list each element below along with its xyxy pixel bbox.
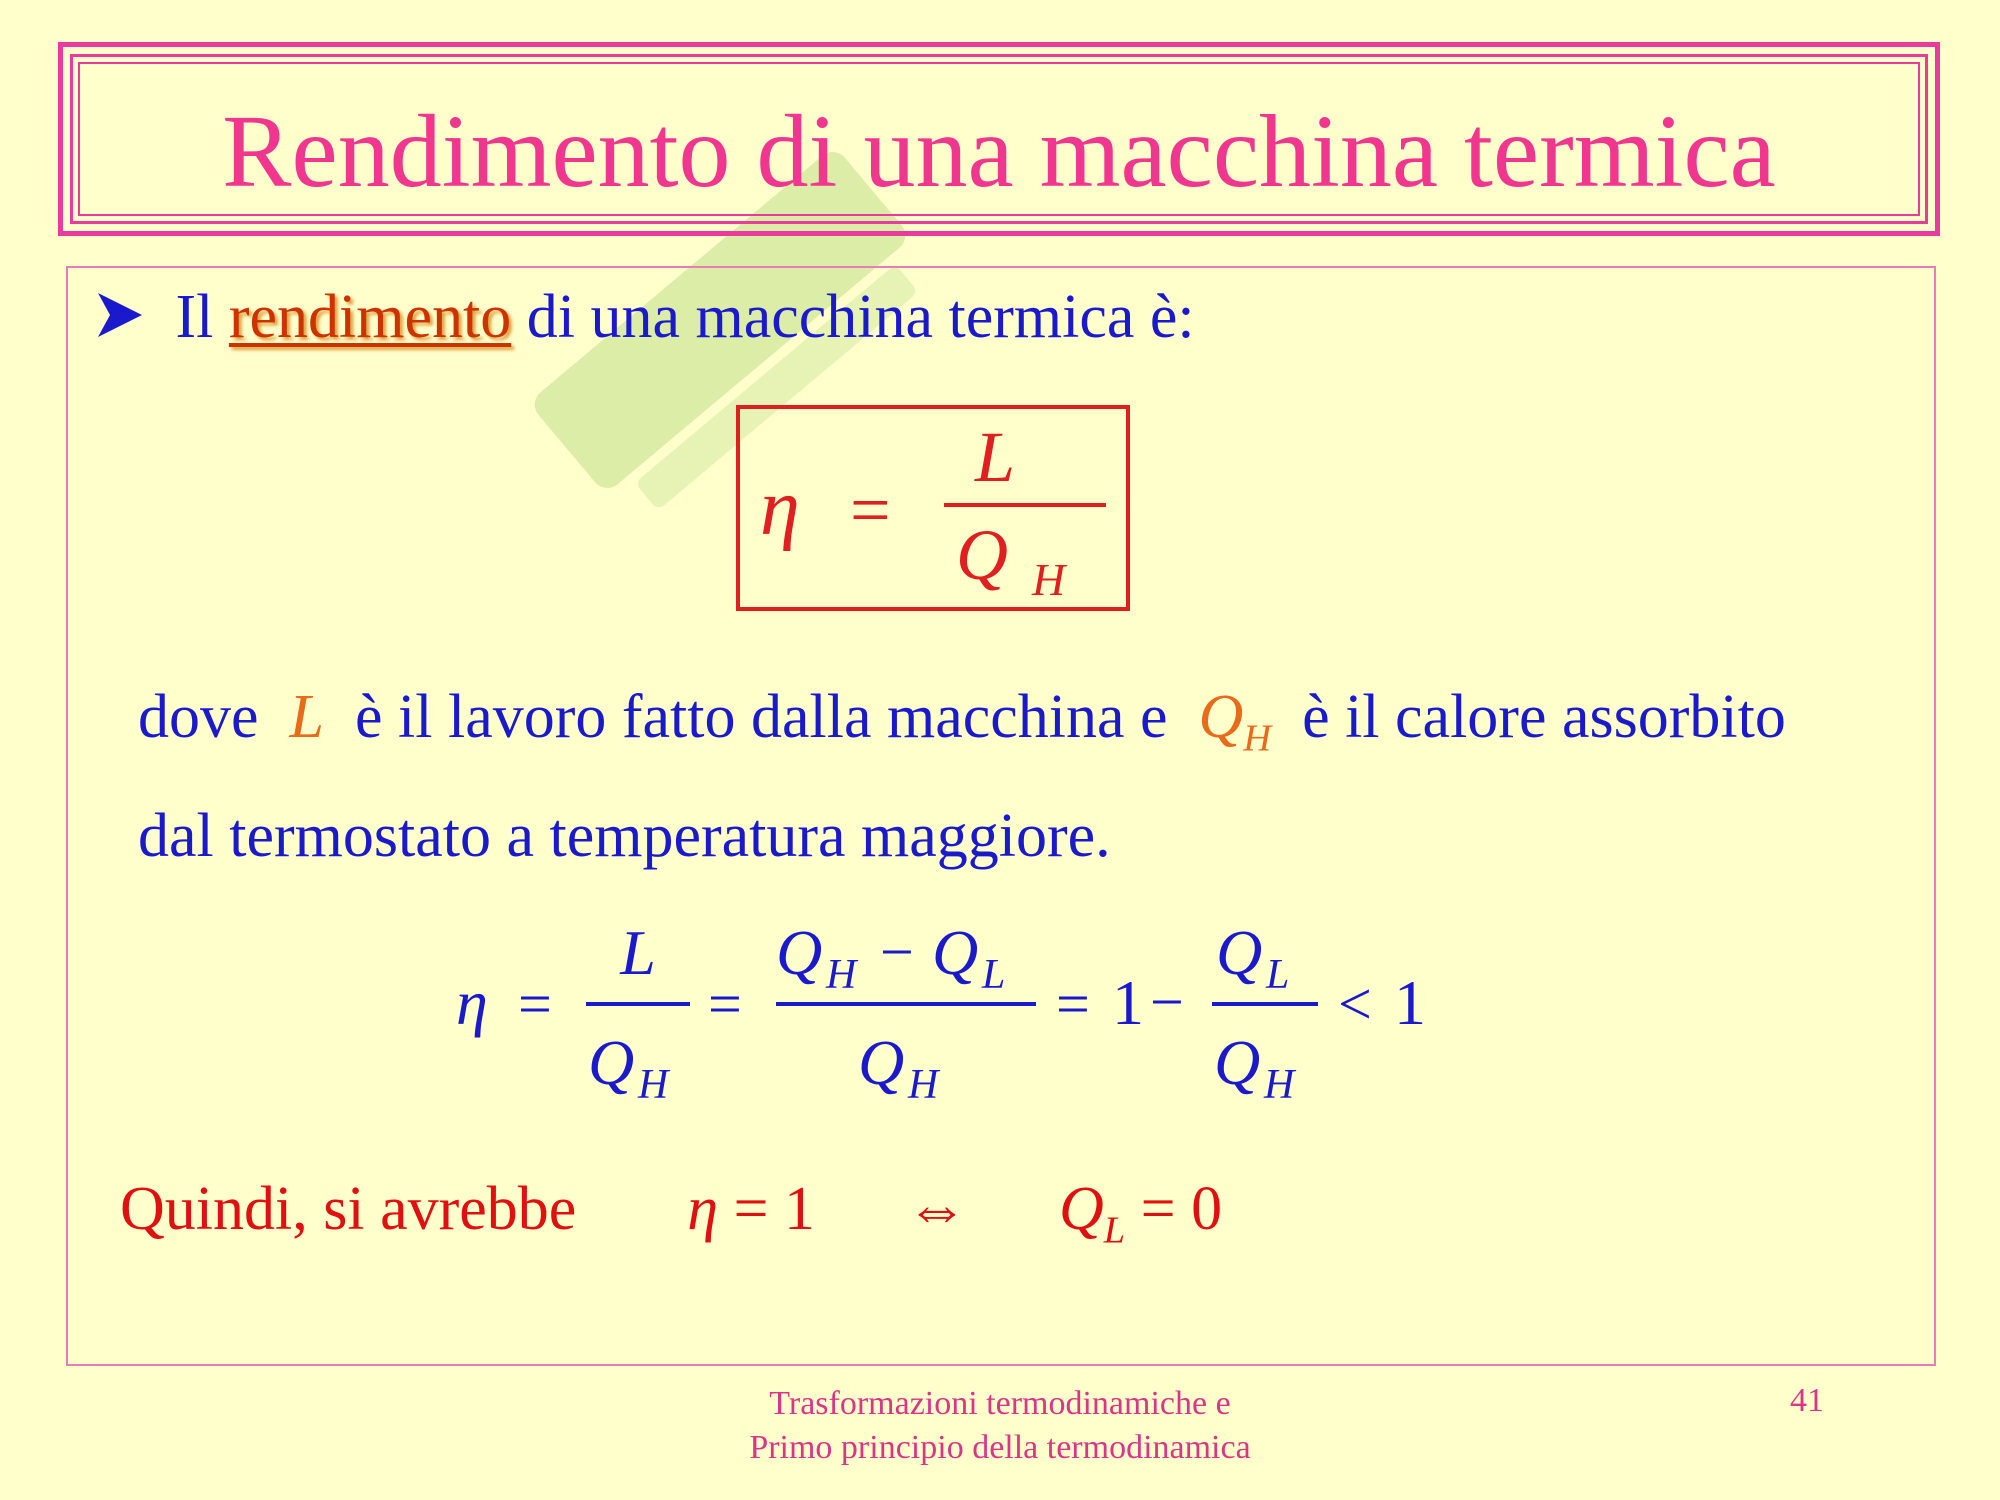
eq-frac2-den-Q: Q	[858, 1027, 905, 1098]
bullet-highlight-word: rendimento	[228, 283, 512, 351]
eq-frac1-den-Q: Q	[588, 1027, 635, 1098]
conclusion-one: 1	[784, 1175, 816, 1243]
footer-line-2: Primo principio della termodinamica	[749, 1429, 1251, 1466]
conclusion-equals-2: =	[1140, 1175, 1176, 1243]
eq-one-final: 1	[1394, 967, 1426, 1038]
description-line-1	[138, 668, 1938, 787]
boxed-formula-svg	[740, 409, 1126, 607]
desc-var-QH: $Q_H$	[1198, 683, 1272, 760]
page-number: 41	[1790, 1382, 1824, 1419]
description-line-2: dal termostato a temperatura maggiore.	[138, 802, 1111, 871]
eq-frac3-den-Q: Q	[1214, 1027, 1261, 1098]
bullet-text-pre: Il	[175, 283, 214, 351]
formula-denominator-sub: H	[1032, 554, 1066, 605]
eq-equals-3: =	[1056, 971, 1090, 1037]
eq-frac3-den-sub: H	[1264, 1062, 1295, 1108]
arrow-bullet-icon	[92, 287, 148, 343]
eq-frac1-den-sub: H	[638, 1062, 669, 1108]
conclusion-iff: ⇔	[906, 1175, 969, 1243]
desc-text-calore: è il calore assorbito	[1302, 683, 1786, 751]
footer-line-1: Trasformazioni termodinamiche e	[769, 1385, 1231, 1422]
conclusion-equals-1: =	[733, 1175, 769, 1243]
conclusion-QL: $Q_L$	[1059, 1175, 1126, 1252]
slide-title: Rendimento di una macchina termica	[222, 94, 1776, 209]
conclusion-zero: 0	[1191, 1175, 1223, 1243]
desc-text-lavoro: è il lavoro fatto dalla macchina e	[355, 683, 1168, 751]
eq-less-than: <	[1338, 971, 1372, 1037]
conclusion-text: Quindi, si avrebbe	[120, 1175, 577, 1243]
description	[138, 668, 1938, 885]
eq-frac2-num-Q1: Q	[776, 917, 823, 988]
eq-one: 1	[1112, 967, 1144, 1038]
conclusion-eta: η	[687, 1175, 719, 1243]
eq-eta: η	[456, 967, 488, 1038]
formula-numerator: L	[974, 417, 1016, 497]
conclusion-line	[120, 1174, 1222, 1252]
eq-frac2-num-Q2: Q	[932, 917, 979, 988]
bullet-line	[92, 282, 1195, 353]
footer-text	[680, 1382, 1320, 1470]
equation-chain	[440, 900, 1460, 1140]
formula-eta: η	[760, 464, 800, 552]
eq-frac2-den-sub: H	[908, 1062, 939, 1108]
boxed-formula	[736, 405, 1130, 611]
eq-frac1-num: L	[620, 917, 656, 988]
eq-frac2-num-subH: H	[826, 952, 857, 998]
eq-frac2-num-subL: L	[982, 952, 1006, 998]
eq-minus: −	[1150, 969, 1184, 1035]
eq-equals-2: =	[708, 971, 742, 1037]
desc-var-L: L	[289, 683, 325, 751]
eq-equals-1: =	[518, 971, 552, 1037]
bullet-text-post: di una macchina termica è:	[526, 283, 1195, 351]
eq-frac3-num-Q: Q	[1216, 917, 1263, 988]
formula-equals: =	[850, 470, 891, 550]
eq-frac2-minus: −	[880, 919, 914, 985]
desc-word-dove: dove	[138, 683, 259, 751]
eq-frac3-num-sub: L	[1266, 952, 1290, 998]
formula-denominator-Q: Q	[956, 515, 1008, 595]
